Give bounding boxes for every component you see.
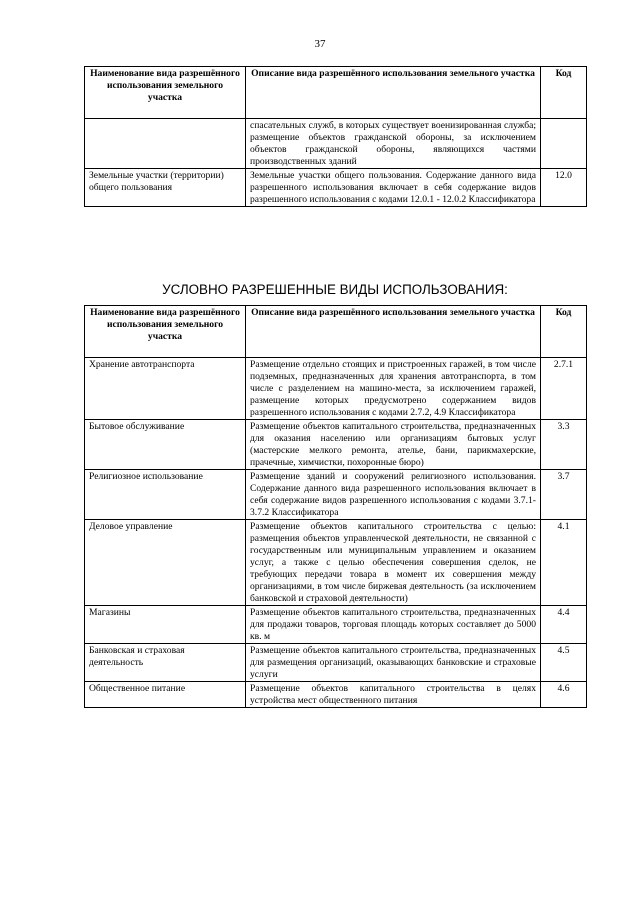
- row-description: Размещение объектов капитального строительства, предназначенных для оказания населению или организациям бытовых услуг (мастерские мелкого ремонта, ателье, бани, парикмахерские, прачечные, химчистки, похоронные бюро): [246, 420, 541, 470]
- row-name: Земельные участки (территории) общего пользования: [85, 169, 246, 207]
- row-description: Размещение объектов капитального строительства в целях устройства мест общественного питания: [246, 682, 541, 708]
- table-row: [85, 520, 587, 606]
- row-description: Размещение зданий и сооружений религиозного использования. Содержание данного вида разрешенного использования включает в себя содержание видов разрешенного использования с кодами 3.7.1-3.7.2 Классификатора: [246, 470, 541, 520]
- table-row: [85, 606, 587, 644]
- header-name: Наименование вида разрешённого использования земельного участка: [85, 306, 246, 358]
- conditional-use-table: [84, 305, 587, 708]
- table-row: [85, 682, 587, 708]
- row-code: [541, 119, 587, 169]
- table-row: [85, 420, 587, 470]
- row-name: Религиозное использование: [85, 470, 246, 520]
- table-row: [85, 644, 587, 682]
- row-name: [85, 119, 246, 169]
- header-code: Код: [541, 306, 587, 358]
- row-name: Деловое управление: [85, 520, 246, 606]
- row-code: 3.7: [541, 470, 587, 520]
- row-description: Земельные участки общего пользования. Содержание данного вида разрешенного использования включает в себя содержание видов разрешенного использования с кодами 12.0.1 - 12.0.2 Классификатора: [246, 169, 541, 207]
- table-row: [85, 358, 587, 420]
- table-header-row: [85, 306, 587, 358]
- row-description: Размещение объектов капитального строительства, предназначенных для продажи товаров, торговая площадь которых составляет до 5000 кв. м: [246, 606, 541, 644]
- row-name: Общественное питание: [85, 682, 246, 708]
- table-row: [85, 470, 587, 520]
- header-description: Описание вида разрешённого использования земельного участка: [246, 306, 541, 358]
- page-number: 37: [314, 38, 326, 50]
- header-name: Наименование вида разрешённого использования земельного участка: [85, 67, 246, 119]
- row-code: 4.5: [541, 644, 587, 682]
- row-name: Банковская и страховая деятельность: [85, 644, 246, 682]
- row-description: Размещение отдельно стоящих и пристроенных гаражей, в том числе подземных, предназначенных для хранения автотранспорта, в том числе с разделением на машино-места, за исключением гаражей, размещение которых предусмотрено содержанием видов разрешенного использования с кодами 2.7.2, 4.9 Классификатора: [246, 358, 541, 420]
- header-description: Описание вида разрешённого использования земельного участка: [246, 67, 541, 119]
- row-code: 2.7.1: [541, 358, 587, 420]
- header-code: Код: [541, 67, 587, 119]
- land-use-table-continued: [84, 66, 587, 207]
- row-name: Хранение автотранспорта: [85, 358, 246, 420]
- table-header-row: [85, 67, 587, 119]
- row-name: Магазины: [85, 606, 246, 644]
- row-description: Размещение объектов капитального строительства с целью: размещения объектов управленческой деятельности, не связанной с государственным или муниципальным управлением и оказанием услуг, а также с целью обеспечения совершения сделок, не требующих передачи товара в момент их совершения между организациями, в том числе биржевая деятельность (за исключением банковской и страховой деятельности): [246, 520, 541, 606]
- row-description: спасательных служб, в которых существует военизированная служба; размещение объектов гражданской обороны, за исключением объектов гражданской обороны, являющихся частями производственных зданий: [246, 119, 541, 169]
- row-code: 3.3: [541, 420, 587, 470]
- row-code: 4.6: [541, 682, 587, 708]
- table-row: [85, 169, 587, 207]
- table-row: [85, 119, 587, 169]
- row-name: Бытовое обслуживание: [85, 420, 246, 470]
- section-heading: УСЛОВНО РАЗРЕШЕННЫЕ ВИДЫ ИСПОЛЬЗОВАНИЯ:: [162, 282, 508, 297]
- row-code: 4.4: [541, 606, 587, 644]
- row-code: 12.0: [541, 169, 587, 207]
- row-code: 4.1: [541, 520, 587, 606]
- row-description: Размещение объектов капитального строительства, предназначенных для размещения организаций, оказывающих банковские и страховые услуги: [246, 644, 541, 682]
